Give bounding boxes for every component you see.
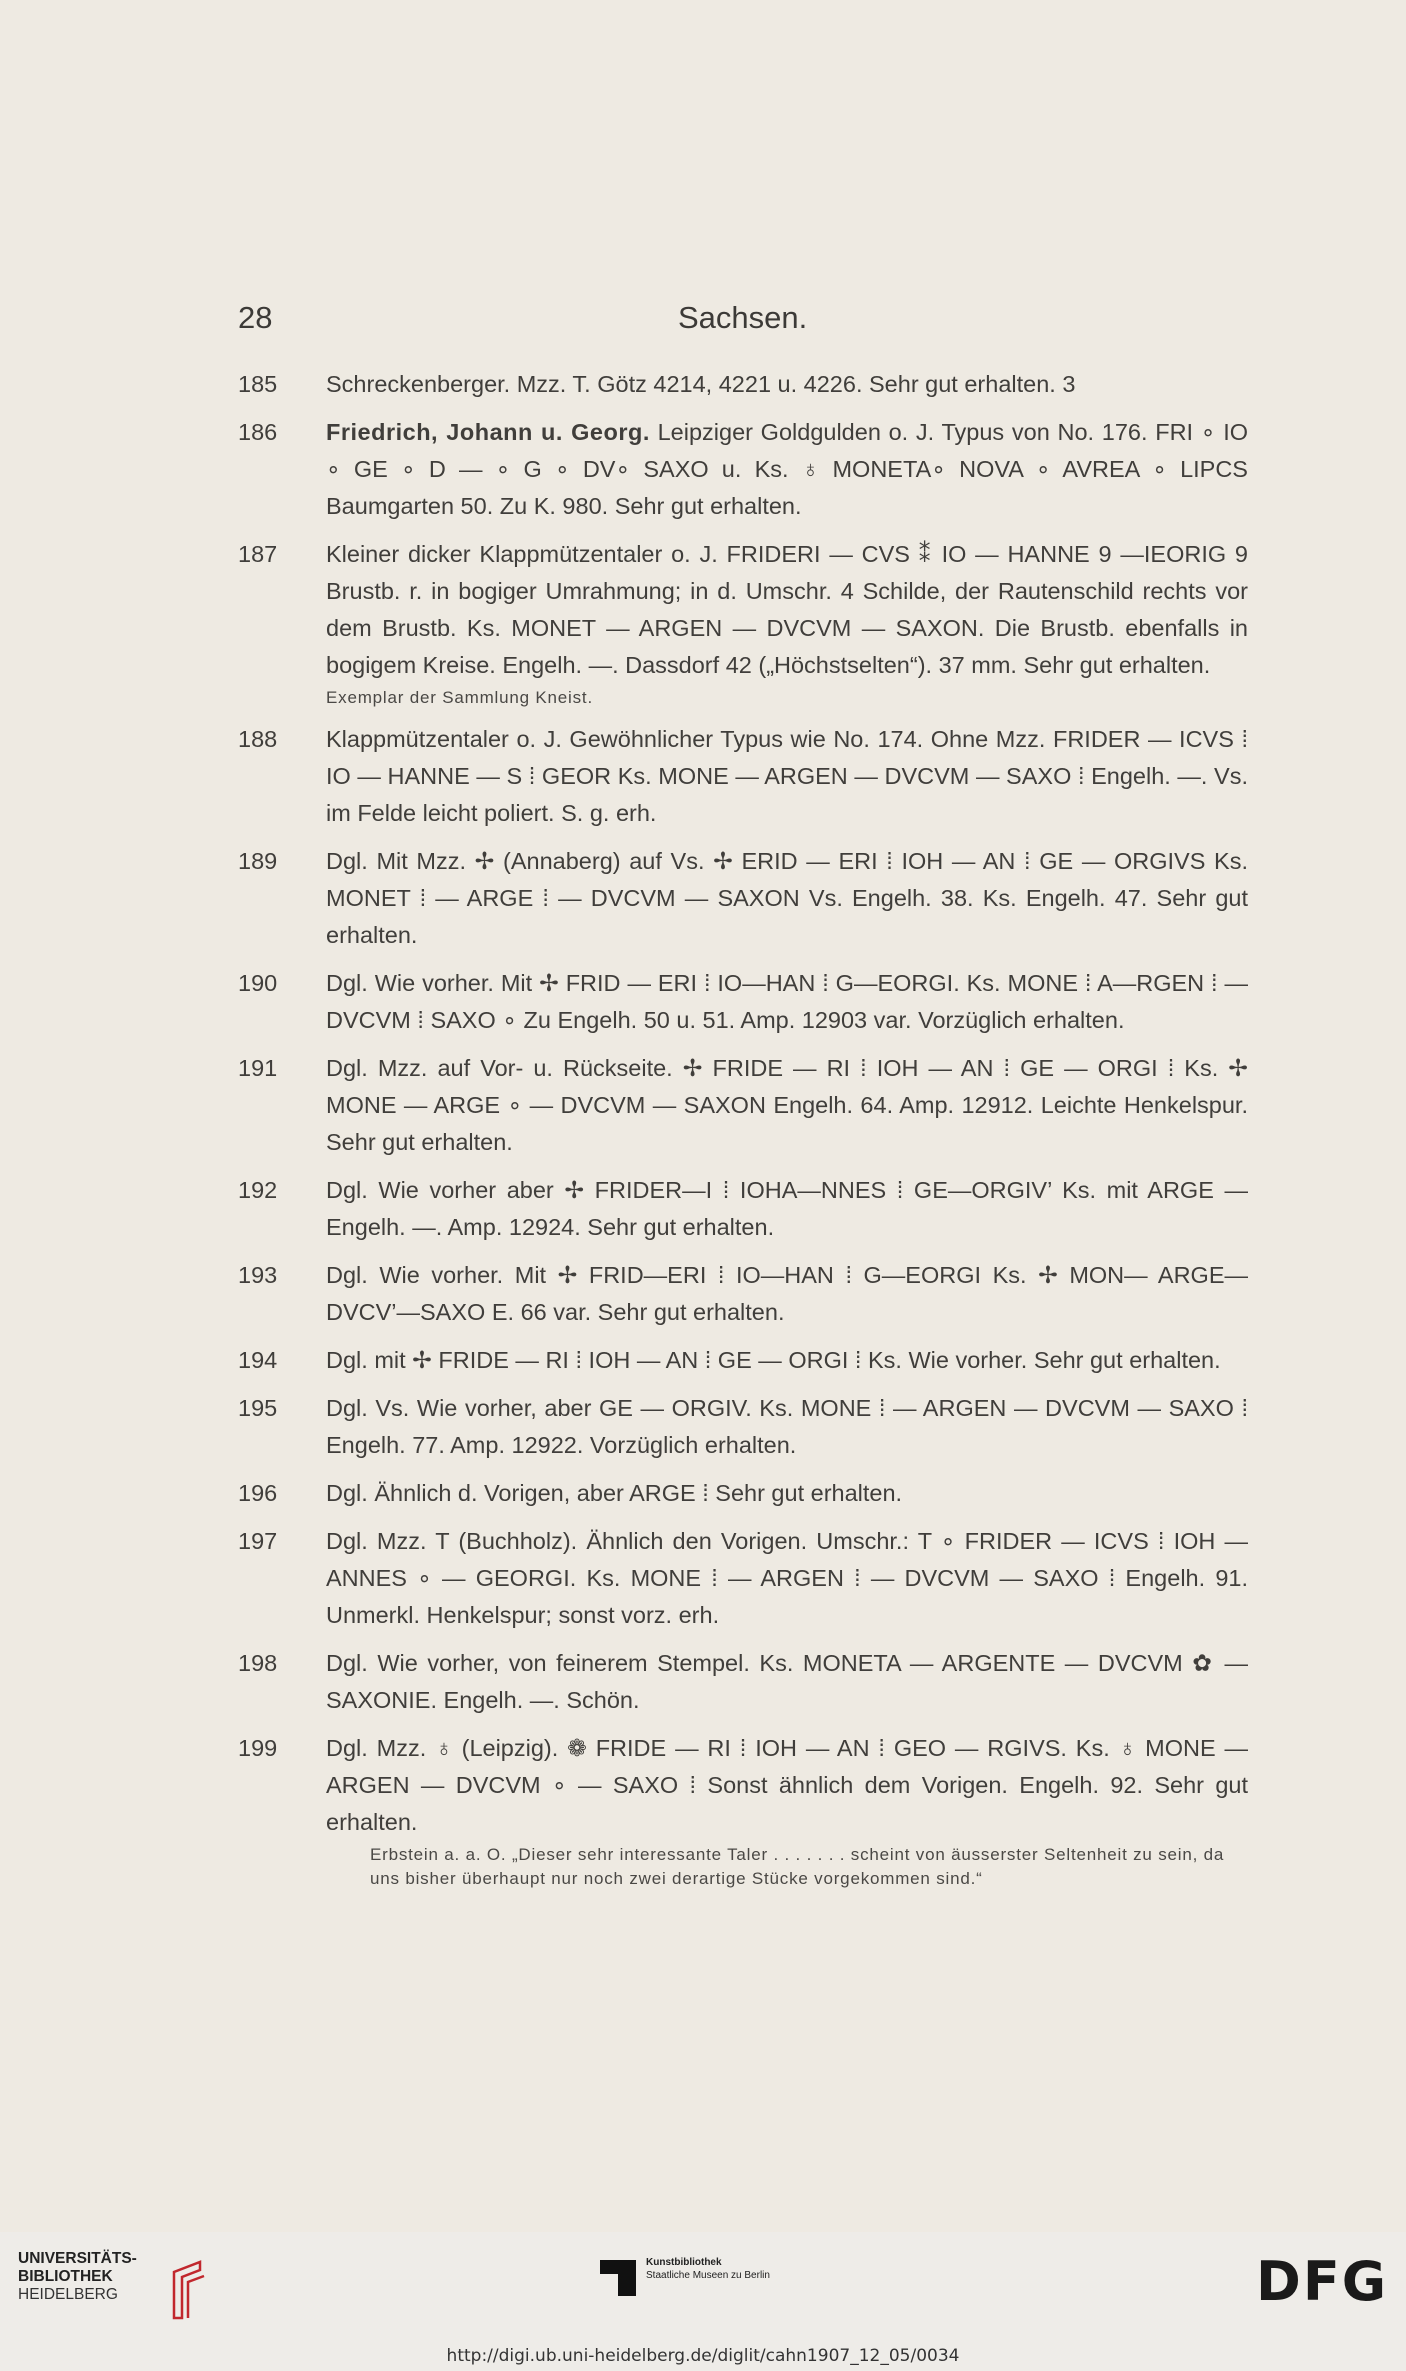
- entry-ruler-name: Friedrich, Johann u. Georg.: [326, 419, 650, 445]
- catalog-entry: [238, 843, 1248, 954]
- catalog-entry: [238, 1645, 1248, 1719]
- dfg-logo[interactable]: DFG: [1256, 2250, 1389, 2313]
- catalog-entry: [238, 721, 1248, 832]
- entry-text-block: [326, 414, 1248, 525]
- entry-description: Dgl. Wie vorher aber ✢ FRIDER—I ⁞ IOHA—NNES ⁞ GE—ORGIV’ Ks. mit ARGE — Engelh. —. Amp. 12924. Sehr gut erhalten.: [326, 1177, 1248, 1240]
- entry-description: Dgl. Mit Mzz. ✢ (Annaberg) auf Vs. ✢ ERID — ERI ⁞ IOH — AN ⁞ GE — ORGIVS Ks. MONET ⁞ — ARGE ⁞ — DVCVM — SAXON Vs. Engelh. 38. Ks. Engelh. 47. Sehr gut erhalten.: [326, 848, 1248, 948]
- entry-text-block: [326, 1050, 1248, 1161]
- permalink-url[interactable]: http://digi.ub.uni-heidelberg.de/diglit/cahn1907_12_05/0034: [446, 2346, 960, 2366]
- entry-text-block: [326, 965, 1248, 1039]
- kb-line2: Staatliche Museen zu Berlin: [646, 2270, 770, 2281]
- catalog-entry: [238, 366, 1248, 403]
- entry-note: Exemplar der Sammlung Kneist.: [326, 688, 593, 707]
- ub-bracket-icon: [166, 2258, 208, 2322]
- entry-number: 185: [238, 371, 278, 397]
- catalog-entry: [238, 1523, 1248, 1634]
- entry-description: Dgl. Vs. Wie vorher, aber GE — ORGIV. Ks. MONE ⁞ — ARGEN — DVCVM — SAXO ⁞ Engelh. 77. Amp. 12922. Vorzüglich erhalten.: [326, 1395, 1248, 1458]
- entry-description: Leipziger Goldgulden o. J. Typus von No. 176. FRI ∘ IO ∘ GE ∘ D — ∘ G ∘ DV∘ SAXO u. Ks. ♁ MONETA∘ NOVA ∘ AVREA ∘ LIPCS Baumgarten 50. Zu K. 980. Sehr gut erhalten.: [326, 419, 1249, 519]
- entry-number: 189: [238, 848, 278, 874]
- entry-description: Kleiner dicker Klappmützentaler o. J. FRIDERI — CVS ⁑ IO — HANNE 9 —IEORIG 9 Brustb. r. in bogiger Umrahmung; in d. Umschr. 4 Schilde, der Rautenschild rechts vor dem Brustb. Ks. MONET — ARGEN — DVCVM — SAXON. Die Brustb. ebenfalls in bogigem Kreise. Engelh. —. Dassdorf 42 („Höchstselten“). 37 mm. Sehr gut erhalten.: [326, 541, 1248, 678]
- entry-number: 196: [238, 1480, 278, 1506]
- ub-logo-line2: BIBLIOTHEK: [18, 2268, 113, 2285]
- catalog-entry: [238, 1342, 1248, 1379]
- page-header: [238, 300, 1248, 340]
- entry-description: Dgl. Ähnlich d. Vorigen, aber ARGE ⁞ Sehr gut erhalten.: [326, 1480, 903, 1506]
- entry-text-block: [326, 1475, 1248, 1512]
- entry-text-block: [326, 1342, 1248, 1379]
- entry-text-block: [326, 536, 1248, 684]
- entry-description: Dgl. mit ✢ FRIDE — RI ⁞ IOH — AN ⁞ GE — ORGI ⁞ Ks. Wie vorher. Sehr gut erhalten.: [326, 1347, 1221, 1373]
- entry-text-block: [326, 1523, 1248, 1634]
- entry-number: 188: [238, 726, 278, 752]
- entry-description: Dgl. Mzz. ♁ (Leipzig). ❁ FRIDE — RI ⁞ IOH — AN ⁞ GEO — RGIVS. Ks. ♁ MONE — ARGEN — DVCVM ∘ — SAXO ⁞ Sonst ähnlich dem Vorigen. Engelh. 92. Sehr gut erhalten.: [326, 1735, 1248, 1835]
- ub-logo-line3: HEIDELBERG: [18, 2286, 118, 2303]
- catalog-entry: [238, 1390, 1248, 1464]
- entry-number: 190: [238, 970, 278, 996]
- page-number: 28: [238, 300, 273, 335]
- entry-text-block: [326, 1730, 1248, 1841]
- entry-number: 197: [238, 1528, 278, 1554]
- entry-description: Dgl. Mzz. T (Buchholz). Ähnlich den Vorigen. Umschr.: T ∘ FRIDER — ICVS ⁞ IOH — ANNES ∘ — GEORGI. Ks. MONE ⁞ — ARGEN ⁞ — DVCVM — SAXO ⁞ Engelh. 91. Unmerkl. Henkelspur; sonst vorz. erh.: [326, 1528, 1248, 1628]
- entry-number: 198: [238, 1650, 278, 1676]
- viewer-footer: [0, 2232, 1406, 2371]
- kunstbibliothek-text: [646, 2256, 770, 2282]
- ub-logo-line1: UNIVERSITÄTS-: [18, 2250, 137, 2267]
- entry-number: 199: [238, 1735, 278, 1761]
- entry-text-block: [326, 1645, 1248, 1719]
- entry-description: Schreckenberger. Mzz. T. Götz 4214, 4221 u. 4226. Sehr gut erhalten. 3: [326, 371, 1076, 397]
- entry-text-block: [326, 1390, 1248, 1464]
- entry-number: 191: [238, 1055, 278, 1081]
- catalog-entry: [238, 1730, 1248, 1891]
- ub-heidelberg-logo[interactable]: [18, 2250, 218, 2320]
- catalog-entries: [238, 366, 1248, 1902]
- entry-text-block: [326, 366, 1248, 403]
- catalog-entry: [238, 536, 1248, 710]
- entry-text-block: [326, 1172, 1248, 1246]
- catalog-entry: [238, 1475, 1248, 1512]
- kunstbibliothek-icon: [598, 2258, 638, 2298]
- entry-text-block: [326, 1257, 1248, 1331]
- entry-description: Dgl. Wie vorher. Mit ✢ FRID—ERI ⁞ IO—HAN ⁞ G—EORGI Ks. ✢ MON— ARGE—DVCV’—SAXO E. 66 var. Sehr gut erhalten.: [326, 1262, 1248, 1325]
- entry-description: Dgl. Mzz. auf Vor- u. Rückseite. ✢ FRIDE — RI ⁞ IOH — AN ⁞ GE — ORGI ⁞ Ks. ✢ MONE — ARGE ∘ — DVCVM — SAXON Engelh. 64. Amp. 12912. Leichte Henkelspur. Sehr gut erhalten.: [326, 1055, 1248, 1155]
- catalog-entry: [238, 1172, 1248, 1246]
- entry-description: Dgl. Wie vorher. Mit ✢ FRID — ERI ⁞ IO—HAN ⁞ G—EORGI. Ks. MONE ⁞ A—RGEN ⁞ — DVCVM ⁞ SAXO ∘ Zu Engelh. 50 u. 51. Amp. 12903 var. Vorzüglich erhalten.: [326, 970, 1248, 1033]
- entry-description: Klappmützentaler o. J. Gewöhnlicher Typus wie No. 174. Ohne Mzz. FRIDER — ICVS ⁞ IO — HANNE — S ⁞ GEOR Ks. MONE — ARGEN — DVCVM — SAXO ⁞ Engelh. —. Vs. im Felde leicht poliert. S. g. erh.: [326, 726, 1248, 826]
- entry-number: 187: [238, 541, 278, 567]
- catalog-entry: [238, 965, 1248, 1039]
- page-title: Sachsen.: [678, 300, 808, 335]
- entry-number: 194: [238, 1347, 278, 1373]
- kunstbibliothek-logo[interactable]: [598, 2252, 838, 2308]
- entry-number: 195: [238, 1395, 278, 1421]
- entry-note: Erbstein a. a. O. „Dieser sehr interessante Taler . . . . . . . scheint von äusserster Seltenheit zu sein, da uns bisher überhaupt nur noch zwei derartige Stücke vorgekommen sind.“: [370, 1845, 1225, 1888]
- catalog-entry: [238, 1257, 1248, 1331]
- catalog-entry: [238, 1050, 1248, 1161]
- entry-description: Dgl. Wie vorher, von feinerem Stempel. Ks. MONETA — ARGENTE — DVCVM ✿ — SAXONIE. Engelh. —. Schön.: [326, 1650, 1248, 1713]
- kb-line1: Kunstbibliothek: [646, 2257, 722, 2268]
- entry-text-block: [326, 843, 1248, 954]
- entry-number: 192: [238, 1177, 278, 1203]
- entry-number: 193: [238, 1262, 278, 1288]
- entry-number: 186: [238, 419, 278, 445]
- entry-text-block: [326, 721, 1248, 832]
- catalog-entry: [238, 414, 1248, 525]
